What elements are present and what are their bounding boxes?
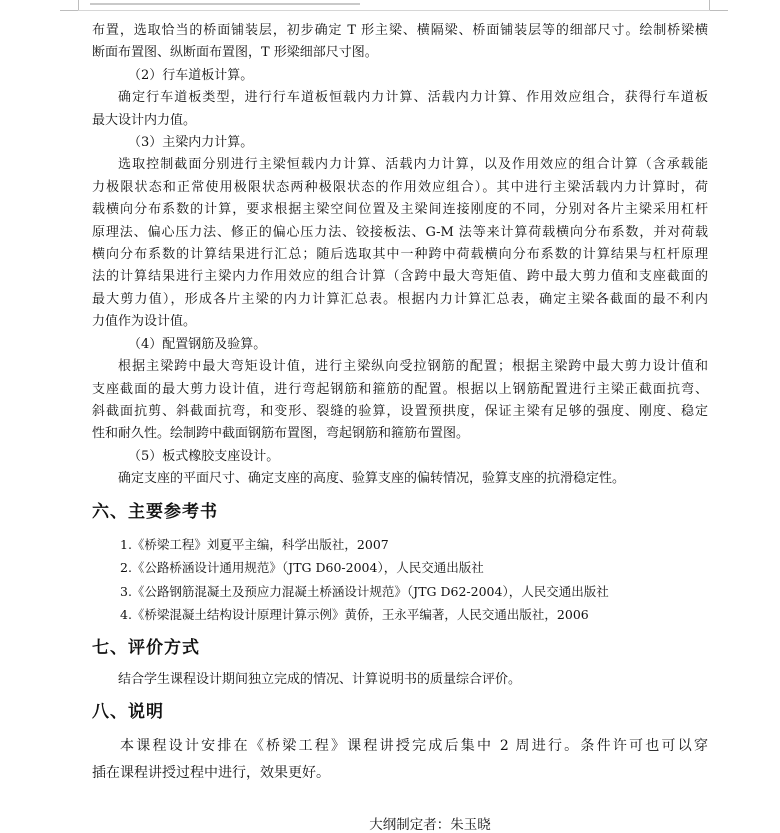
heading-references: 六、主要参考书: [92, 501, 218, 522]
paragraph-line: 布置，选取恰当的桥面铺装层，初步确定 T 形主梁、横隔梁、桥面铺装层等的细部尺寸。绘制桥梁横: [92, 23, 708, 38]
evaluation-paragraph: 结合学生课程设计期间独立完成的情况、计算说明书的质量综合评价。: [118, 671, 522, 687]
paragraph-line: 法的计算结果进行主梁内力作用效应的组合计算（含跨中最大弯矩值、跨中最大剪力值和支座截面的: [92, 269, 708, 285]
reference-item: 2.《公路桥涵设计通用规范》（JTG D60-2004），人民交通出版社: [120, 560, 484, 576]
page-corner-mark-left: [60, 0, 79, 11]
note-paragraph-line: 插在课程讲授过程中进行，效果更好。: [92, 764, 330, 781]
paragraph-line: 支座截面的最大剪力设计值，进行弯起钢筋和箍筋的配置。根据以上钢筋配置进行主梁正截面抗弯、: [92, 381, 708, 397]
subsection-title-3: （3）主梁内力计算。: [128, 135, 254, 151]
paragraph-line: 确定行车道板类型，进行行车道板恒载内力计算、活载内力计算、作用效应组合，获得行车道板: [118, 90, 708, 106]
paragraph-line: 最大设计内力值。: [92, 112, 197, 128]
heading-evaluation: 七、评价方式: [92, 637, 200, 658]
paragraph-line: 断面布置图、纵断面布置图，T 形梁细部尺寸图。: [92, 45, 378, 61]
paragraph-line: 力极限状态和正常使用极限状态两种极限状态的作用效应组合）。其中进行主梁活载内力计算时，荷: [92, 179, 708, 195]
paragraph-line: 力值作为设计值。: [92, 314, 197, 330]
paragraph-line: 选取控制截面分别进行主梁恒载内力计算、活载内力计算，以及作用效应的组合计算（含承载能: [118, 157, 708, 173]
document-body: [92, 20, 708, 833]
paragraph-line: 斜截面抗剪、斜截面抗弯，和变形、裂缝的验算，设置预拱度，保证主梁有足够的强度、刚度、稳定: [92, 403, 708, 419]
paragraph-line: 最大剪力值），形成各片主梁的内力计算汇总表。根据内力计算汇总表，确定主梁各截面的最不利内: [92, 291, 708, 307]
page-header-rule: [78, 10, 710, 11]
reference-item: 4.《桥梁混凝土结构设计原理计算示例》黄侨，王永平编著，人民交通出版社，2006: [120, 607, 589, 623]
subsection-title-4: （4）配置钢筋及验算。: [128, 336, 267, 352]
reference-item: 3.《公路钢筋混凝土及预应力混凝土桥涵设计规范》（JTG D62-2004），人民交通出版社: [120, 583, 609, 599]
paragraph-line: 根据主梁跨中最大弯矩设计值，进行主梁纵向受拉钢筋的配置；根据主梁跨中最大剪力设计值和: [118, 359, 708, 375]
page-corner-mark-right: [709, 0, 728, 11]
note-paragraph-line: 本课程设计安排在《桥梁工程》课程讲授完成后集中 2 周进行。条件许可也可以穿: [120, 737, 708, 754]
paragraph-line: 原理法、偏心压力法、修正的偏心压力法、铰接板法、G-M 法等来计算荷载横向分布系数，并对荷载: [92, 224, 708, 240]
paragraph-line: 横向分布系数的计算结果进行汇总；随后选取其中一种跨中荷载横向分布系数的计算结果与杠杆原理: [92, 247, 708, 263]
paragraph-line: 性和耐久性。绘制跨中截面钢筋布置图，弯起钢筋和箍筋布置图。: [92, 426, 470, 442]
heading-notes: 八、说明: [92, 701, 164, 722]
reference-item: 1.《桥梁工程》刘夏平主编，科学出版社，2007: [120, 536, 389, 552]
paragraph-line: 确定支座的平面尺寸、确定支座的高度、验算支座的偏转情况，验算支座的抗滑稳定性。: [118, 471, 626, 487]
subsection-title-5: （5）板式橡胶支座设计。: [128, 448, 280, 464]
signature-line: 大纲制定者：朱玉晓: [369, 816, 491, 833]
cut-off-header-text: [90, 0, 360, 8]
paragraph-line: 载横向分布系数的计算，要求根据主梁空间位置及主梁间连接刚度的不同，分别对各片主梁采用杠杆: [92, 202, 708, 218]
subsection-title-2: （2）行车道板计算。: [128, 67, 254, 83]
